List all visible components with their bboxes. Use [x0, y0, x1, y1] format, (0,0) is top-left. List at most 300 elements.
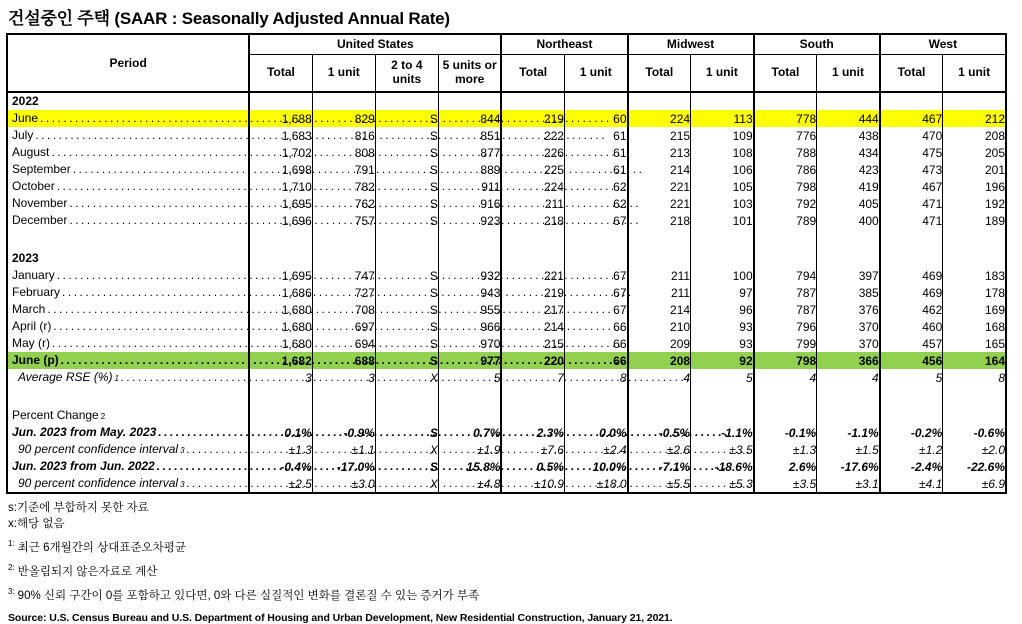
period-cell	[7, 318, 249, 335]
value-cell	[501, 407, 564, 424]
value-cell	[943, 229, 1006, 250]
value-cell: 0.0%	[564, 424, 627, 441]
period-cell	[7, 352, 249, 369]
column-header: Total	[501, 54, 564, 92]
value-cell: 877	[438, 144, 501, 161]
period-cell	[7, 335, 249, 352]
value-cell: 189	[943, 212, 1006, 229]
table-row	[7, 407, 1006, 424]
value-cell: 844	[438, 110, 501, 127]
value-cell: 943	[438, 284, 501, 301]
column-header: 1 unit	[691, 54, 754, 92]
value-cell	[691, 386, 754, 407]
period-label: 2022	[12, 94, 39, 108]
value-cell: ±1.5	[817, 441, 880, 458]
value-cell: 60	[564, 110, 627, 127]
period-cell	[7, 386, 249, 407]
value-cell: 4	[628, 369, 691, 386]
value-cell: 1,683	[249, 127, 312, 144]
value-cell: 1,680	[249, 318, 312, 335]
table-row	[7, 352, 1006, 369]
value-cell	[501, 250, 564, 267]
value-cell: 397	[817, 267, 880, 284]
value-cell: 456	[880, 352, 943, 369]
value-cell: ±1.1	[312, 441, 375, 458]
value-cell	[628, 250, 691, 267]
table-row	[7, 267, 1006, 284]
value-cell: -0.9%	[312, 424, 375, 441]
column-header: 1 unit	[312, 54, 375, 92]
period-cell	[7, 284, 249, 301]
value-cell: 1,695	[249, 195, 312, 212]
value-cell: 113	[691, 110, 754, 127]
value-cell	[628, 229, 691, 250]
value-cell: 829	[312, 110, 375, 127]
value-cell: 787	[754, 301, 817, 318]
dot-leader	[57, 178, 629, 195]
dot-leader	[40, 110, 612, 127]
value-cell	[628, 386, 691, 407]
value-cell: 366	[817, 352, 880, 369]
value-cell	[817, 250, 880, 267]
value-cell: 66	[564, 335, 627, 352]
value-cell	[943, 386, 1006, 407]
value-cell: 2.6%	[754, 458, 817, 475]
dot-leader	[53, 318, 625, 335]
value-cell: 1,710	[249, 178, 312, 195]
value-cell: 15.8%	[438, 458, 501, 475]
column-header: Total	[628, 54, 691, 92]
value-cell: 92	[691, 352, 754, 369]
value-cell: S	[375, 144, 438, 161]
region-group-header: Northeast	[501, 34, 627, 54]
table-row	[7, 424, 1006, 441]
value-cell: -0.2%	[880, 424, 943, 441]
value-cell: 791	[312, 161, 375, 178]
dot-leader	[158, 424, 730, 441]
value-cell: 1,686	[249, 284, 312, 301]
value-cell	[754, 386, 817, 407]
value-cell: 183	[943, 267, 1006, 284]
value-cell: -22.6%	[943, 458, 1006, 475]
table-row	[7, 318, 1006, 335]
table-row	[7, 127, 1006, 144]
region-group-header: South	[754, 34, 880, 54]
value-cell: 106	[691, 161, 754, 178]
value-cell: 4	[817, 369, 880, 386]
value-cell: 222	[501, 127, 564, 144]
value-cell	[691, 250, 754, 267]
value-cell: -2.4%	[880, 458, 943, 475]
table-row	[7, 250, 1006, 267]
table-row	[7, 475, 1006, 493]
value-cell: 0.5%	[501, 458, 564, 475]
value-cell	[249, 229, 312, 250]
value-cell	[628, 407, 691, 424]
table-row	[7, 284, 1006, 301]
column-header: Total	[754, 54, 817, 92]
column-header: 1 unit	[817, 54, 880, 92]
value-cell: 192	[943, 195, 1006, 212]
value-cell	[817, 229, 880, 250]
value-cell: 61	[564, 127, 627, 144]
value-cell: 196	[943, 178, 1006, 195]
value-cell: 778	[754, 110, 817, 127]
value-cell: X	[375, 441, 438, 458]
value-cell: -7.1%	[628, 458, 691, 475]
value-cell: 419	[817, 178, 880, 195]
value-cell: 808	[312, 144, 375, 161]
period-label: August	[12, 145, 50, 159]
value-cell	[312, 92, 375, 110]
value-cell: 970	[438, 335, 501, 352]
value-cell: 727	[312, 284, 375, 301]
value-cell: 1,698	[249, 161, 312, 178]
period-label: Jun. 2023 from May. 2023	[12, 425, 157, 439]
value-cell: 96	[691, 301, 754, 318]
table-row	[7, 229, 1006, 250]
value-cell: 471	[880, 195, 943, 212]
value-cell	[375, 250, 438, 267]
column-header: 1 unit	[564, 54, 627, 92]
value-cell: ±2.6	[628, 441, 691, 458]
column-header: 1 unit	[943, 54, 1006, 92]
table-row	[7, 144, 1006, 161]
table-header	[7, 34, 1006, 92]
value-cell: 688	[312, 352, 375, 369]
value-cell	[312, 250, 375, 267]
value-cell: 444	[817, 110, 880, 127]
value-cell: -17.0%	[312, 458, 375, 475]
period-cell: Percent Change 2	[12, 408, 106, 422]
value-cell	[943, 407, 1006, 424]
value-cell: ±1.3	[754, 441, 817, 458]
value-cell	[564, 386, 627, 407]
value-cell: 221	[628, 195, 691, 212]
period-cell	[7, 178, 249, 195]
table-row	[7, 212, 1006, 229]
table-row	[7, 335, 1006, 352]
table-row	[7, 161, 1006, 178]
value-cell: -0.5%	[628, 424, 691, 441]
value-cell: X	[375, 475, 438, 493]
value-cell	[628, 92, 691, 110]
region-group-header: West	[880, 34, 1006, 54]
value-cell	[501, 92, 564, 110]
value-cell: 977	[438, 352, 501, 369]
page-title: 건설중인 주택 (SAAR : Seasonally Adjusted Annual Rate)	[8, 9, 450, 28]
value-cell	[375, 386, 438, 407]
value-cell: ±10.9	[501, 475, 564, 493]
dot-leader	[52, 335, 624, 352]
value-cell: 473	[880, 161, 943, 178]
dot-leader	[57, 267, 629, 284]
value-cell: 218	[628, 212, 691, 229]
period-label: May (r)	[12, 336, 50, 350]
value-cell: 164	[943, 352, 1006, 369]
period-label: 2023	[12, 251, 39, 265]
period-label: June (p)	[12, 353, 59, 367]
value-cell: 457	[880, 335, 943, 352]
value-cell: 211	[628, 284, 691, 301]
value-cell: 1,696	[249, 212, 312, 229]
value-cell: 370	[817, 335, 880, 352]
value-cell: 0.7%	[438, 424, 501, 441]
value-cell: 697	[312, 318, 375, 335]
value-cell: ±4.8	[438, 475, 501, 493]
value-cell	[375, 229, 438, 250]
value-cell	[249, 386, 312, 407]
value-cell: 61	[564, 144, 627, 161]
period-label: June	[12, 111, 39, 125]
value-cell	[501, 229, 564, 250]
value-cell	[375, 407, 438, 424]
value-cell: -17.6%	[817, 458, 880, 475]
column-header: 2 to 4 units	[375, 54, 438, 92]
period-cell	[7, 110, 249, 127]
value-cell: 757	[312, 212, 375, 229]
period-cell	[7, 212, 249, 229]
value-cell: 61	[564, 161, 627, 178]
period-label: Average RSE (%)	[18, 370, 113, 384]
period-label: November	[12, 196, 68, 210]
value-cell: -18.6%	[691, 458, 754, 475]
value-cell: 438	[817, 127, 880, 144]
value-cell: 214	[628, 301, 691, 318]
period-label: 90 percent confidence interval	[18, 476, 179, 490]
period-cell	[7, 92, 249, 110]
column-header: Total	[880, 54, 943, 92]
value-cell: 165	[943, 335, 1006, 352]
value-cell: 215	[501, 335, 564, 352]
value-cell: 0.1%	[249, 424, 312, 441]
period-cell	[7, 250, 249, 267]
column-header: 5 units or more	[438, 54, 501, 92]
table-row	[7, 110, 1006, 127]
value-cell: 67	[564, 267, 627, 284]
value-cell: 213	[628, 144, 691, 161]
footnote: s:기준에 부합하지 못한 자료	[8, 502, 149, 514]
value-cell	[564, 250, 627, 267]
value-cell: 217	[501, 301, 564, 318]
value-cell: S	[375, 178, 438, 195]
value-cell: 67	[564, 284, 627, 301]
value-cell: 221	[628, 178, 691, 195]
value-cell: -0.6%	[943, 424, 1006, 441]
value-cell: ±4.1	[880, 475, 943, 493]
region-group-header: Midwest	[628, 34, 754, 54]
period-cell: 90 percent confidence interval 3 .....	[7, 441, 249, 458]
value-cell: 219	[501, 284, 564, 301]
value-cell: 2.3%	[501, 424, 564, 441]
value-cell: 3	[249, 369, 312, 386]
value-cell: 211	[628, 267, 691, 284]
table-row	[7, 386, 1006, 407]
period-label: October	[12, 179, 55, 193]
value-cell: 169	[943, 301, 1006, 318]
value-cell: X	[375, 369, 438, 386]
period-label: September	[12, 162, 71, 176]
value-cell: 694	[312, 335, 375, 352]
value-cell	[564, 229, 627, 250]
column-header: Total	[249, 54, 312, 92]
value-cell	[943, 250, 1006, 267]
value-cell: S	[375, 458, 438, 475]
period-cell	[7, 161, 249, 178]
value-cell: 423	[817, 161, 880, 178]
table-row	[7, 458, 1006, 475]
value-cell: ±3.0	[312, 475, 375, 493]
footnote: x:해당 없음	[8, 518, 65, 530]
value-cell: 67	[564, 212, 627, 229]
dot-leader	[35, 127, 607, 144]
value-cell	[438, 92, 501, 110]
value-cell: ±1.3	[249, 441, 312, 458]
period-label: December	[12, 213, 68, 227]
value-cell: 932	[438, 267, 501, 284]
period-cell	[7, 127, 249, 144]
value-cell: 97	[691, 284, 754, 301]
table-row	[7, 441, 1006, 458]
value-cell: 5	[691, 369, 754, 386]
value-cell: 220	[501, 352, 564, 369]
value-cell: 1,702	[249, 144, 312, 161]
value-cell: 370	[817, 318, 880, 335]
value-cell: -1.1%	[817, 424, 880, 441]
value-cell: 471	[880, 212, 943, 229]
value-cell	[754, 229, 817, 250]
value-cell: 911	[438, 178, 501, 195]
value-cell: 108	[691, 144, 754, 161]
value-cell: 796	[754, 318, 817, 335]
dot-leader	[51, 144, 623, 161]
value-cell: S	[375, 335, 438, 352]
value-cell	[754, 92, 817, 110]
value-cell: 103	[691, 195, 754, 212]
value-cell: 787	[754, 284, 817, 301]
value-cell: 792	[754, 195, 817, 212]
value-cell: 8	[943, 369, 1006, 386]
value-cell: 3	[312, 369, 375, 386]
value-cell: 66	[564, 352, 627, 369]
value-cell: ±2.0	[943, 441, 1006, 458]
value-cell: 210	[628, 318, 691, 335]
value-cell: S	[375, 127, 438, 144]
value-cell	[312, 229, 375, 250]
value-cell: 67	[564, 301, 627, 318]
value-cell: 816	[312, 127, 375, 144]
value-cell	[817, 386, 880, 407]
value-cell: 101	[691, 212, 754, 229]
value-cell	[880, 386, 943, 407]
value-cell	[880, 407, 943, 424]
value-cell	[754, 407, 817, 424]
value-cell: 178	[943, 284, 1006, 301]
value-cell: 8	[564, 369, 627, 386]
value-cell: 708	[312, 301, 375, 318]
value-cell: -0.1%	[754, 424, 817, 441]
value-cell: 469	[880, 267, 943, 284]
table-row	[7, 92, 1006, 110]
value-cell: ±1.2	[880, 441, 943, 458]
value-cell: 786	[754, 161, 817, 178]
value-cell	[691, 229, 754, 250]
value-cell: 405	[817, 195, 880, 212]
value-cell: 469	[880, 284, 943, 301]
value-cell	[880, 229, 943, 250]
period-cell	[7, 424, 249, 441]
table-body	[7, 92, 1006, 493]
value-cell: 376	[817, 301, 880, 318]
value-cell: ±6.9	[943, 475, 1006, 493]
value-cell	[754, 250, 817, 267]
period-label: January	[12, 268, 55, 282]
value-cell: 214	[628, 161, 691, 178]
value-cell: 100	[691, 267, 754, 284]
value-cell: S	[375, 284, 438, 301]
value-cell: S	[375, 161, 438, 178]
value-cell: 201	[943, 161, 1006, 178]
value-cell: S	[375, 424, 438, 441]
value-cell	[312, 407, 375, 424]
value-cell: 916	[438, 195, 501, 212]
value-cell: 782	[312, 178, 375, 195]
value-cell: 62	[564, 178, 627, 195]
value-cell: 224	[628, 110, 691, 127]
value-cell: 889	[438, 161, 501, 178]
value-cell: 467	[880, 178, 943, 195]
value-cell: 475	[880, 144, 943, 161]
value-cell	[880, 250, 943, 267]
value-cell: S	[375, 318, 438, 335]
footnote: $^{1:}$ 최근 6개월간의 상대표준오차평균	[8, 539, 186, 554]
value-cell: 747	[312, 267, 375, 284]
value-cell: 789	[754, 212, 817, 229]
value-cell: 105	[691, 178, 754, 195]
value-cell: 776	[754, 127, 817, 144]
value-cell: ±1.9	[438, 441, 501, 458]
value-cell: 226	[501, 144, 564, 161]
value-cell: S	[375, 352, 438, 369]
value-cell	[817, 407, 880, 424]
value-cell: S	[375, 195, 438, 212]
period-label: April (r)	[12, 319, 52, 333]
footnote: $^{3:}$ 90% 신뢰 구간이 0를 포함하고 있다면, 0와 다른 실질적인 변화를 결론질 수 있는 증거가 부족	[8, 586, 480, 602]
value-cell: 208	[628, 352, 691, 369]
value-cell: ±2.4	[564, 441, 627, 458]
dot-leader	[121, 369, 693, 386]
dot-leader	[47, 301, 619, 318]
period-label: Jun. 2023 from Jun. 2022	[12, 459, 155, 473]
value-cell: 109	[691, 127, 754, 144]
value-cell: 221	[501, 267, 564, 284]
value-cell: 1,682	[249, 352, 312, 369]
value-cell: 4	[754, 369, 817, 386]
value-cell: 798	[754, 352, 817, 369]
value-cell: 211	[501, 195, 564, 212]
value-cell: 7	[501, 369, 564, 386]
value-cell: 224	[501, 178, 564, 195]
period-cell	[7, 301, 249, 318]
period-cell	[7, 458, 249, 475]
value-cell: 214	[501, 318, 564, 335]
value-cell	[564, 407, 627, 424]
footnote: $^{2:}$ 반올림되지 않은자료로 계산	[8, 562, 158, 578]
value-cell: 788	[754, 144, 817, 161]
value-cell: 5	[880, 369, 943, 386]
value-cell: ±7.6	[501, 441, 564, 458]
period-cell	[7, 144, 249, 161]
